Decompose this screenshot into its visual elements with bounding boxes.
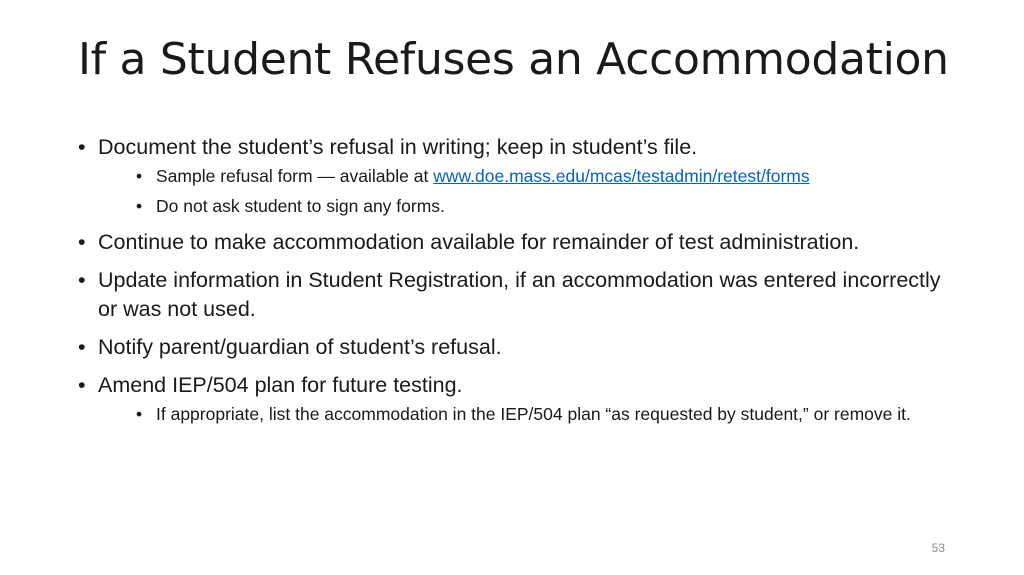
sub-bullet-text: Sample refusal form — available at [156, 166, 434, 186]
sub-bullet-list [98, 402, 958, 427]
refusal-form-link[interactable]: www.doe.mass.edu/mcas/testadmin/retest/forms [433, 166, 810, 186]
bullet-list [78, 133, 958, 427]
bullet-text: Notify parent/guardian of student’s refusal. [98, 335, 502, 359]
sub-bullet-text: Do not ask student to sign any forms. [156, 196, 445, 216]
bullet-icon: • [136, 196, 143, 216]
bullet-icon: • [78, 268, 86, 292]
bullet-icon: • [78, 230, 86, 254]
bullet-icon: • [136, 166, 143, 186]
bullet-text: Update information in Student Registration, if an accommodation was entered incorrectly or was not used. [98, 268, 941, 321]
sub-bullet-text: If appropriate, list the accommodation in the IEP/504 plan “as requested by student,” or remove it. [156, 404, 911, 424]
bullet-text: Document the student’s refusal in writing; keep in student’s file. [98, 135, 698, 159]
slide-title: If a Student Refuses an Accommodation [78, 34, 949, 85]
sub-list-item [136, 402, 958, 427]
slide-body [78, 133, 958, 436]
sub-list-item [136, 164, 958, 189]
list-item [78, 371, 958, 427]
bullet-text: Amend IEP/504 plan for future testing. [98, 373, 463, 397]
bullet-icon: • [78, 135, 86, 159]
bullet-icon: • [136, 404, 143, 424]
bullet-icon: • [78, 373, 86, 397]
bullet-text: Continue to make accommodation available for remainder of test administration. [98, 230, 860, 254]
sub-bullet-list [98, 164, 958, 219]
list-item [78, 333, 958, 362]
list-item [78, 133, 958, 219]
sub-list-item [136, 194, 958, 219]
list-item [78, 228, 958, 257]
list-item [78, 266, 958, 324]
page-number: 53 [931, 541, 945, 555]
bullet-icon: • [78, 335, 86, 359]
